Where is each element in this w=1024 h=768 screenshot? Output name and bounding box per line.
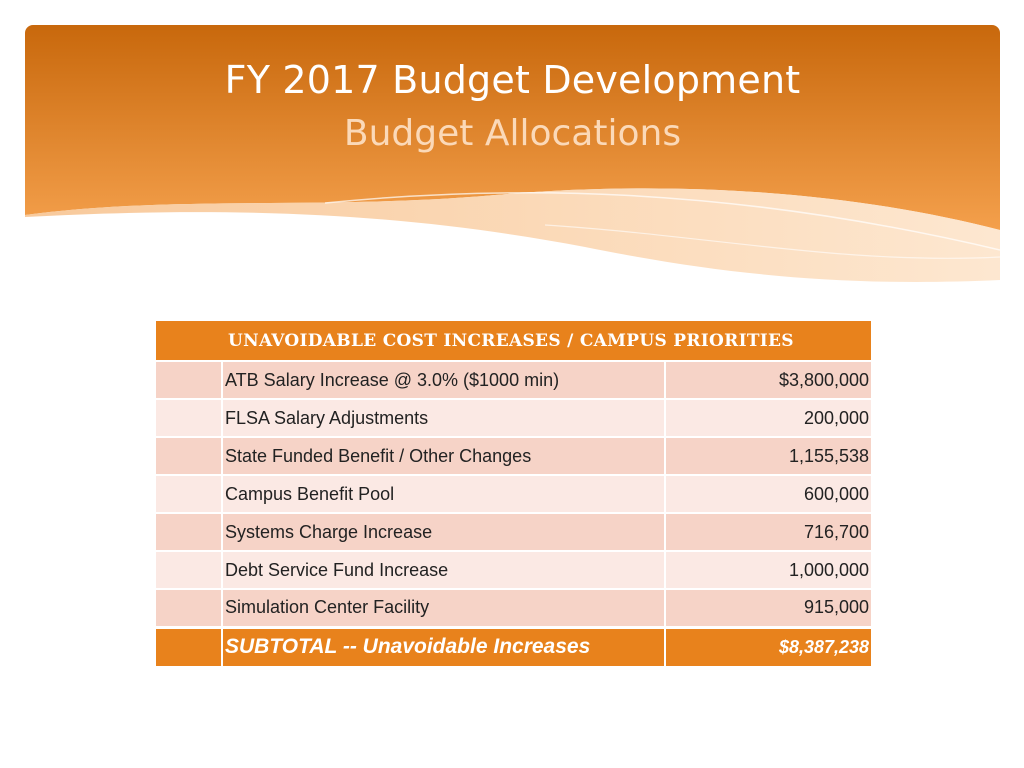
- table-row: [155, 589, 872, 627]
- row-label: Systems Charge Increase: [222, 513, 665, 551]
- row-label: Campus Benefit Pool: [222, 475, 665, 513]
- row-amount: 600,000: [665, 475, 872, 513]
- table-header: [155, 320, 872, 361]
- row-spacer: [155, 551, 222, 589]
- subtotal-label: SUBTOTAL -- Unavoidable Increases: [222, 627, 665, 667]
- table-header-row: [155, 320, 872, 361]
- row-spacer: [155, 475, 222, 513]
- row-amount: 200,000: [665, 399, 872, 437]
- subtotal-row: [155, 627, 872, 667]
- page-subtitle: Budget Allocations: [343, 113, 682, 154]
- subtotal-amount: $8,387,238: [665, 627, 872, 667]
- row-spacer: [155, 437, 222, 475]
- table-row: [155, 475, 872, 513]
- budget-table: [154, 319, 873, 668]
- row-spacer: [155, 399, 222, 437]
- table-row: [155, 513, 872, 551]
- row-amount: 915,000: [665, 589, 872, 627]
- row-label: State Funded Benefit / Other Changes: [222, 437, 665, 475]
- row-amount: 1,155,538: [665, 437, 872, 475]
- table-row: [155, 551, 872, 589]
- row-spacer: [155, 589, 222, 627]
- row-spacer: [155, 361, 222, 399]
- row-amount: $3,800,000: [665, 361, 872, 399]
- row-label: ATB Salary Increase @ 3.0% ($1000 min): [222, 361, 665, 399]
- table-header-label: UNAVOIDABLE COST INCREASES / CAMPUS PRIORITIES: [228, 330, 794, 351]
- row-amount: 716,700: [665, 513, 872, 551]
- row-spacer: [155, 627, 222, 667]
- row-amount: 1,000,000: [665, 551, 872, 589]
- title-block: [25, 52, 1000, 160]
- row-label: Debt Service Fund Increase: [222, 551, 665, 589]
- row-label: Simulation Center Facility: [222, 589, 665, 627]
- table-row: [155, 361, 872, 399]
- row-spacer: [155, 513, 222, 551]
- page-title: FY 2017 Budget Development: [224, 58, 801, 102]
- table-row: [155, 437, 872, 475]
- table-row: [155, 399, 872, 437]
- row-label: FLSA Salary Adjustments: [222, 399, 665, 437]
